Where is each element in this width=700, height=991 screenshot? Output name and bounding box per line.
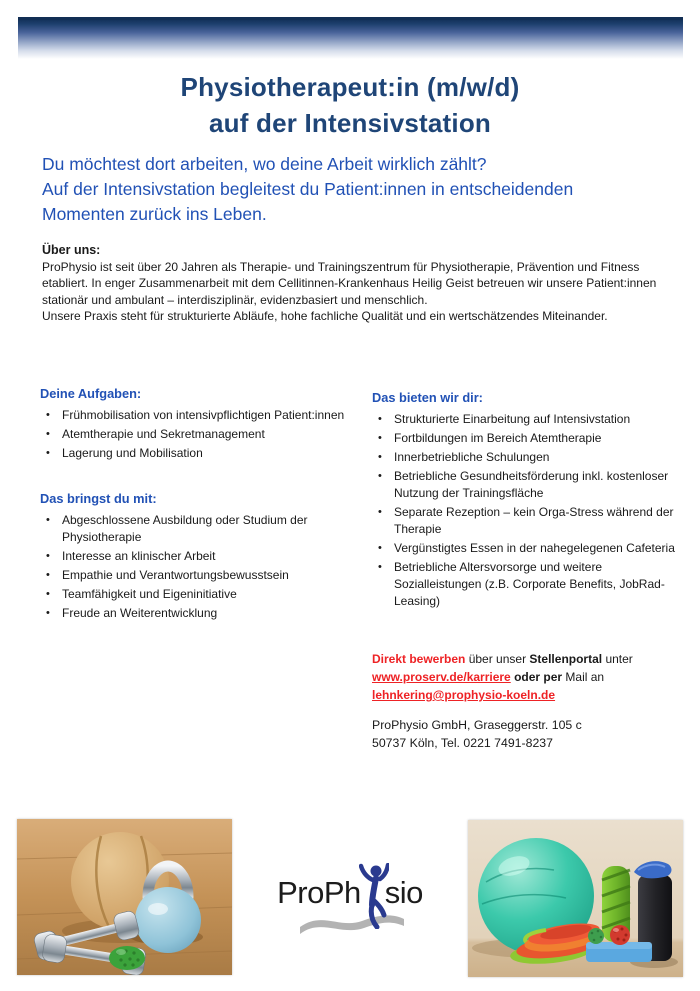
list-item-text: Empathie und Verantwortungsbewusstsein bbox=[62, 568, 289, 582]
page-title-line2: auf der Intensivstation bbox=[209, 108, 491, 138]
list-item-text: Lagerung und Mobilisation bbox=[62, 446, 203, 460]
list-item bbox=[372, 540, 684, 557]
list-item-text: Vergünstigtes Essen in der nahegelegenen Cafeteria bbox=[394, 541, 675, 555]
list-item bbox=[372, 449, 684, 466]
apply-text: unter bbox=[602, 652, 633, 666]
page-title-line1: Physiotherapeut:in (m/w/d) bbox=[180, 72, 520, 102]
bullet-icon: • bbox=[378, 561, 382, 573]
list-item bbox=[372, 559, 684, 610]
about-paragraph-1: ProPhysio ist seit über 20 Jahren als Therapie- und Trainingszentrum für Physiotherapie, Prävention und Fitness etabliert. In enger Zusammenarbeit mit dem Cellitinnen-Krankenhaus Heilig Geist betreuen wir unsere Patient:innen stationär und ambulant – interdisziplinär, evidenzbasiert und menschlich. bbox=[42, 259, 657, 307]
list-item-text: Betriebliche Gesundheitsförderung inkl. kostenloser Nutzung der Trainingsfläche bbox=[394, 469, 669, 500]
page-title bbox=[0, 69, 700, 141]
bullet-icon: • bbox=[46, 514, 50, 526]
list-item-text: Abgeschlossene Ausbildung oder Studium der Physiotherapie bbox=[62, 513, 308, 544]
photo-left-graphic bbox=[17, 819, 232, 975]
list-item bbox=[40, 426, 352, 443]
bullet-icon: • bbox=[46, 550, 50, 562]
logo-text-left: ProPh bbox=[277, 875, 361, 910]
list-item-text: Separate Rezeption – kein Orga-Stress während der Therapie bbox=[394, 505, 674, 536]
apply-text: Mail an bbox=[565, 670, 605, 684]
email-link[interactable]: lehnkering@prophysio-koeln.de bbox=[372, 688, 556, 702]
logo-text-row bbox=[264, 875, 436, 911]
list-item bbox=[40, 445, 352, 462]
top-gradient-banner bbox=[18, 17, 683, 59]
bullet-icon: • bbox=[46, 409, 50, 421]
right-column bbox=[372, 390, 684, 612]
prophysio-logo bbox=[264, 857, 436, 941]
profile-heading: Das bringst du mit: bbox=[40, 491, 157, 506]
list-item bbox=[372, 468, 684, 502]
list-item bbox=[372, 504, 684, 538]
bullet-icon: • bbox=[378, 506, 382, 518]
left-column bbox=[40, 386, 352, 624]
logo-text-right: sio bbox=[384, 875, 423, 910]
bullet-icon: • bbox=[46, 607, 50, 619]
bullet-icon: • bbox=[378, 470, 382, 482]
apply-text: über unser bbox=[465, 652, 530, 666]
tasks-heading: Deine Aufgaben: bbox=[40, 386, 142, 401]
apply-block bbox=[372, 650, 672, 704]
bullet-icon: • bbox=[378, 413, 382, 425]
bullet-icon: • bbox=[46, 588, 50, 600]
list-item-text: Interesse an klinischer Arbeit bbox=[62, 549, 216, 563]
bullet-icon: • bbox=[378, 451, 382, 463]
intro-line1: Du möchtest dort arbeiten, wo deine Arbeit wirklich zählt? bbox=[42, 154, 487, 174]
offer-heading: Das bieten wir dir: bbox=[372, 390, 483, 405]
list-item bbox=[40, 586, 352, 603]
about-heading: Über uns: bbox=[42, 243, 101, 257]
equipment-photo-right bbox=[468, 820, 683, 977]
intro-line3: Momenten zurück ins Leben. bbox=[42, 204, 267, 224]
bullet-icon: • bbox=[378, 432, 382, 444]
address-line1: ProPhysio GmbH, Graseggerstr. 105 c bbox=[372, 718, 582, 732]
about-paragraph-2: Unsere Praxis steht für strukturierte Abläufe, hohe fachliche Qualität und ein wertschätzendes Miteinander. bbox=[42, 309, 608, 323]
list-item bbox=[372, 430, 684, 447]
company-address bbox=[372, 716, 672, 752]
photo-right-graphic bbox=[468, 820, 683, 977]
list-item bbox=[40, 548, 352, 565]
list-item bbox=[40, 512, 352, 546]
apply-call-to-action: Direkt bewerben bbox=[372, 652, 466, 666]
list-item-text: Atemtherapie und Sekretmanagement bbox=[62, 427, 265, 441]
intro-tagline bbox=[42, 152, 662, 227]
intro-line2: Auf der Intensivstation begleitest du Patient:innen in entscheidenden bbox=[42, 179, 574, 199]
list-item-text: Fortbildungen im Bereich Atemtherapie bbox=[394, 431, 602, 445]
list-item-text: Teamfähigkeit und Eigeninitiative bbox=[62, 587, 237, 601]
bullet-icon: • bbox=[46, 569, 50, 581]
logo-figure-icon bbox=[359, 863, 389, 929]
address-line2: 50737 Köln, Tel. 0221 7491-8237 bbox=[372, 736, 553, 750]
list-item bbox=[40, 407, 352, 424]
list-item-text: Strukturierte Einarbeitung auf Intensivstation bbox=[394, 412, 631, 426]
list-item bbox=[40, 567, 352, 584]
bullet-icon: • bbox=[378, 542, 382, 554]
list-item-text: Betriebliche Altersvorsorge und weitere Sozialleistungen (z.B. Corporate Benefits, JobRad-Leasing) bbox=[394, 560, 665, 608]
list-item bbox=[372, 411, 684, 428]
list-item-text: Innerbetriebliche Schulungen bbox=[394, 450, 550, 464]
equipment-photo-left bbox=[17, 819, 232, 975]
bullet-icon: • bbox=[46, 428, 50, 440]
bullet-icon: • bbox=[46, 447, 50, 459]
list-item bbox=[40, 605, 352, 622]
list-item-text: Freude an Weiterentwicklung bbox=[62, 606, 218, 620]
about-section bbox=[42, 242, 664, 325]
apply-text: oder per bbox=[510, 670, 566, 684]
career-portal-link[interactable]: www.proserv.de/karriere bbox=[372, 670, 511, 684]
list-item-text: Frühmobilisation von intensivpflichtigen Patient:innen bbox=[62, 408, 345, 422]
apply-portal-label: Stellenportal bbox=[529, 652, 603, 666]
